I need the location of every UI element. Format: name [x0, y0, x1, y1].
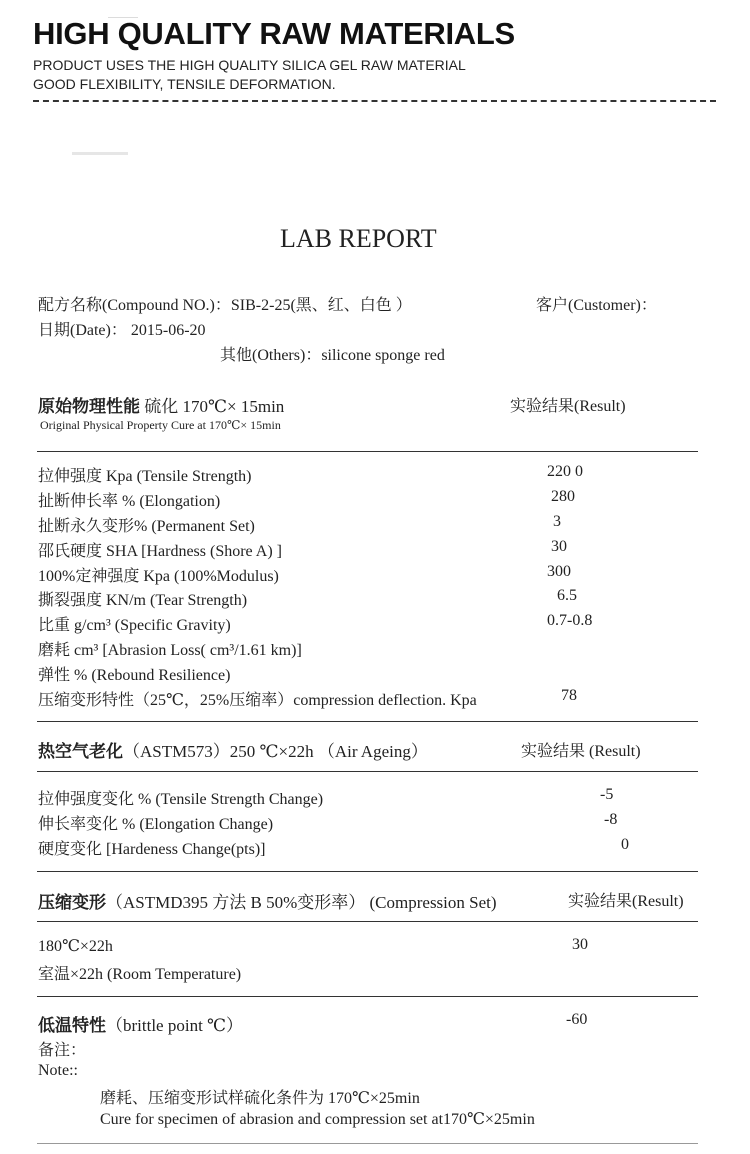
date-line: 日期(Date)： 2015-06-20 [38, 322, 206, 339]
note-label: Note:: [38, 1062, 78, 1079]
lowtemp-heading [38, 1011, 243, 1036]
physical-row-label: 比重 g/cm³ (Specific Gravity) [38, 617, 231, 634]
divider-lowtemp [37, 996, 698, 997]
banner-title: HIGH QUALITY RAW MATERIALS [33, 16, 515, 51]
physical-row-label: 邵氏硬度 SHA [Hardness (Shore A) ] [38, 543, 282, 560]
physical-subheading: Original Physical Property Cure at 170℃× 15min [40, 418, 281, 432]
physical-row-label: 扯断伸长率 % (Elongation) [38, 493, 221, 510]
aging-row-label: 伸长率变化 % (Elongation Change) [38, 816, 274, 833]
physical-row-label: 撕裂强度 KN/m (Tear Strength) [38, 592, 248, 609]
aging-row-value: -8 [604, 811, 618, 828]
physical-row-value: 0.7-0.8 [547, 612, 593, 629]
compression-row-label: 180℃×22h [38, 938, 113, 955]
physical-heading [38, 392, 284, 417]
others-line: 其他(Others)：silicone sponge red [220, 347, 445, 364]
physical-row-value: 6.5 [557, 587, 577, 604]
aging-result-label: 实验结果 (Result) [521, 743, 641, 760]
divider-compression [37, 871, 698, 872]
compression-heading [38, 888, 497, 913]
scan-smudge [72, 152, 128, 155]
compound-line: 配方名称(Compound NO.)：SIB-2-25(黑、红、白色 ） [38, 297, 412, 314]
physical-row-label: 压缩变形特性（25℃，25%压缩率）compression deflection. Kpa [38, 692, 477, 709]
physical-row-label: 弹性 % (Rebound Resilience) [38, 667, 231, 684]
compression-heading-rest: （ASTMD395 方法 B 50%变形率） (Compression Set) [106, 893, 497, 912]
physical-heading-bold: 原始物理性能 [38, 397, 140, 416]
physical-row-value: 280 [551, 488, 575, 505]
aging-row-value: 0 [621, 836, 629, 853]
divider-aging [37, 721, 698, 722]
note-english: Cure for specimen of abrasion and compression set at170℃×25min [100, 1111, 535, 1128]
aging-row-value: -5 [600, 786, 614, 803]
aging-row-label: 硬度变化 [Hardeness Change(pts)] [38, 841, 266, 858]
divider-bottom [37, 1143, 698, 1144]
lowtemp-heading-bold: 低温特性 [38, 1016, 106, 1035]
physical-row-label: 扯断永久变形% (Permanent Set) [38, 518, 255, 535]
physical-row-value: 30 [551, 538, 567, 555]
physical-row-label: 拉伸强度 Kpa (Tensile Strength) [38, 468, 252, 485]
banner-subtitle-line-2: GOOD FLEXIBILITY, TENSILE DEFORMATION. [33, 76, 336, 92]
physical-row-label: 磨耗 cm³ [Abrasion Loss( cm³/1.61 km)] [38, 642, 302, 659]
physical-row-value: 78 [561, 687, 577, 704]
dashed-divider [33, 100, 716, 102]
divider-compression-rows [37, 921, 698, 922]
aging-heading-bold: 热空气老化 [38, 742, 123, 761]
physical-heading-rest: 硫化 170℃× 15min [140, 397, 285, 416]
aging-heading-rest: （ASTM573）250 ℃×22h （Air Ageing） [123, 742, 428, 761]
compression-row-label: 室温×22h (Room Temperature) [38, 966, 242, 983]
physical-row-label: 100%定神强度 Kpa (100%Modulus) [38, 568, 279, 585]
divider-aging-rows [37, 771, 698, 772]
physical-row-value: 300 [547, 563, 571, 580]
divider-physical [37, 451, 698, 452]
note-chinese: 磨耗、压缩变形试样硫化条件为 170℃×25min [100, 1090, 420, 1107]
compression-row-value: 30 [572, 936, 588, 953]
lowtemp-value: -60 [566, 1011, 588, 1028]
lowtemp-heading-rest: （brittle point ℃） [106, 1016, 244, 1035]
aging-row-label: 拉伸强度变化 % (Tensile Strength Change) [38, 791, 324, 808]
remarks-label: 备注： [38, 1042, 87, 1059]
aging-heading [38, 737, 428, 762]
customer-label: 客户(Customer)： [536, 297, 657, 314]
compression-result-label: 实验结果(Result) [568, 893, 684, 910]
lab-report-title: LAB REPORT [280, 224, 437, 253]
compression-heading-bold: 压缩变形 [38, 893, 106, 912]
physical-result-label: 实验结果(Result) [510, 398, 626, 415]
banner-subtitle-line-1: PRODUCT USES THE HIGH QUALITY SILICA GEL RAW MATERIAL [33, 57, 466, 73]
physical-row-value: 3 [553, 513, 561, 530]
physical-row-value: 220 0 [547, 463, 583, 480]
